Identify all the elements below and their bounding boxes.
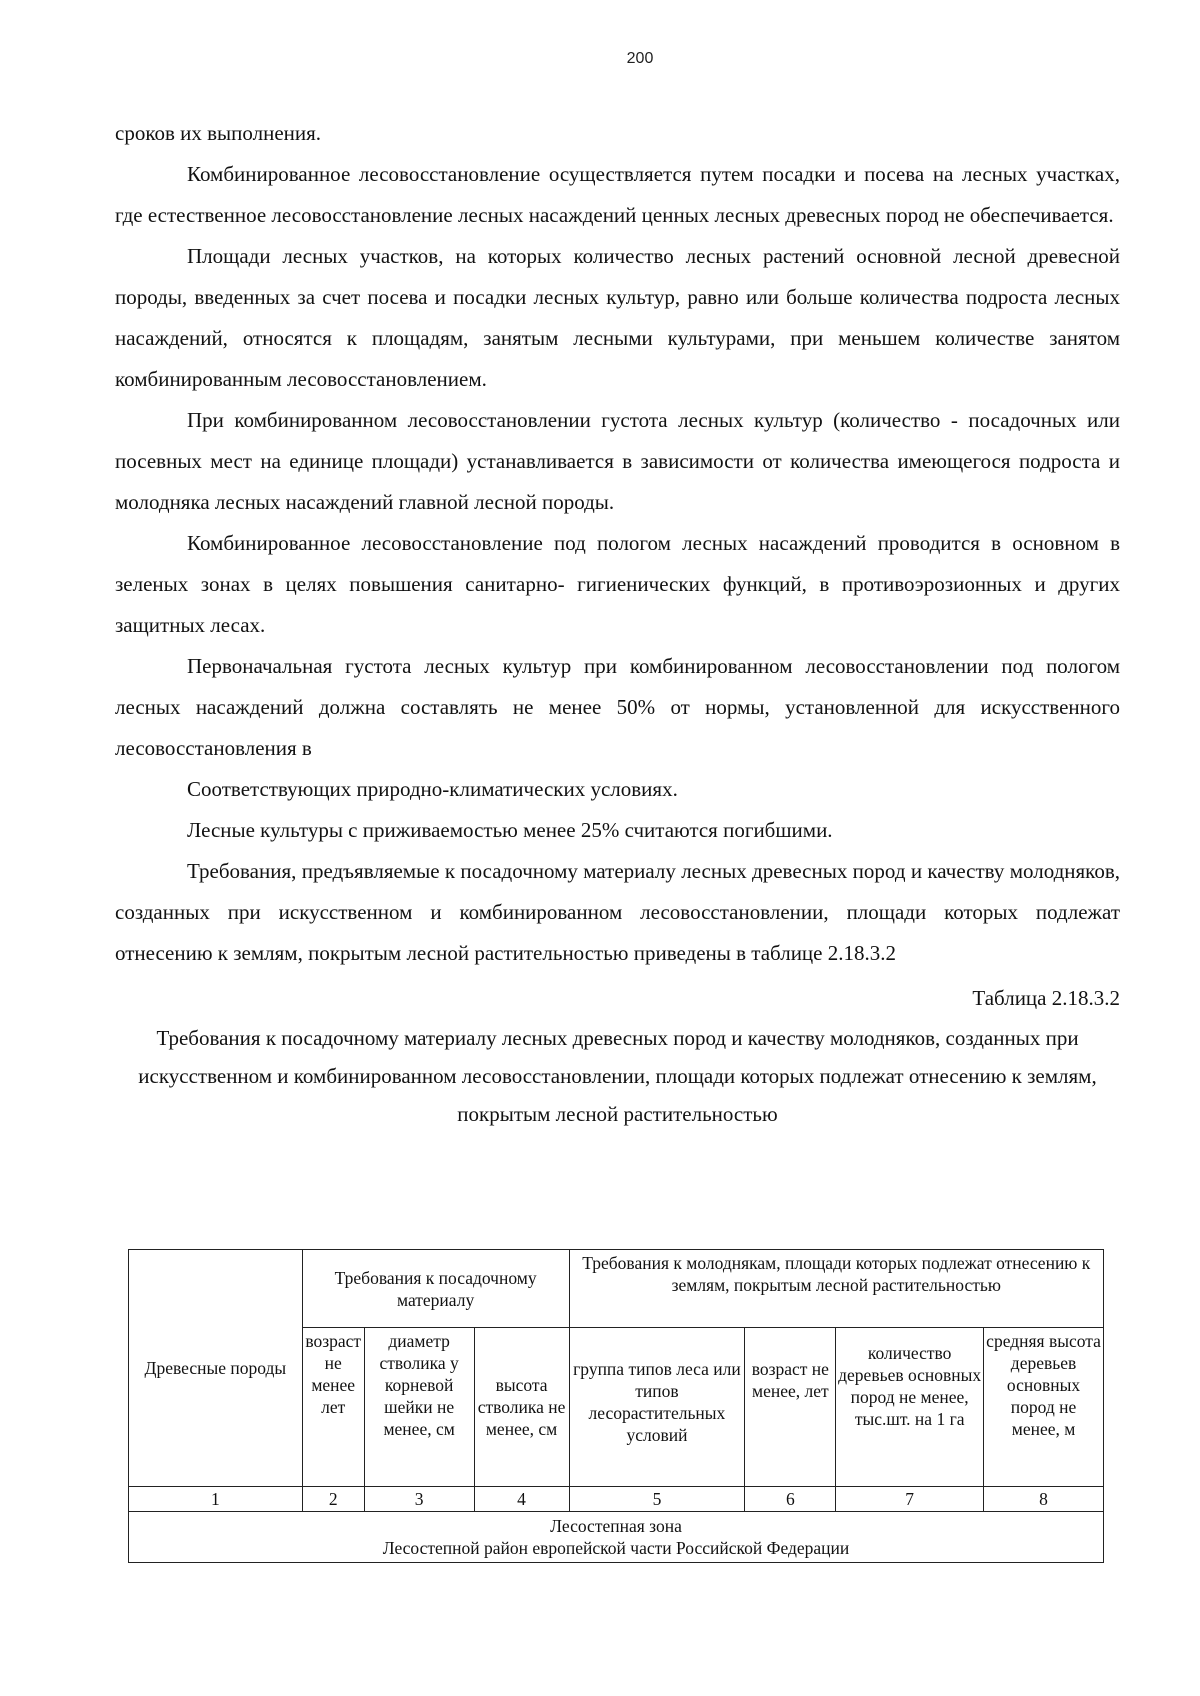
column-number: 8 [984,1487,1104,1512]
header-age: возраст не менее лет [302,1328,364,1487]
header-stem-diameter: диаметр стволика у корневой шейки не менее, см [364,1328,474,1487]
column-number: 4 [474,1487,569,1512]
paragraph: Первоначальная густота лесных культур при комбинированном лесовосстановлении под пологом лесных насаждений должна составлять не менее 50% от нормы, установленной для искусственного лесовосстановления в [115,654,1120,760]
header-planting-material: Требования к посадочному материалу [302,1250,569,1328]
paragraph: Площади лесных участков, на которых количество лесных растений основной лесной древесной породы, введенных за счет посева и посадки лесных культур, равно или больше количества подроста лесных насаждений, относятся к площадям, занятым лесными культурами, при меньшем количестве занятом комбинированным лесовосстановлением. [115,244,1120,391]
header-forest-type-group: группа типов леса или типов лесорастительных условий [569,1328,745,1487]
zone-subtitle: Лесостепной район европейской части Российской Федерации [382,1538,850,1558]
column-number: 5 [569,1487,745,1512]
paragraph: При комбинированном лесовосстановлении густота лесных культур (количество - посадочных или посевных мест на единице площади) устанавливается в зависимости от количества имеющегося подроста и молодняка лесных насаждений главной лесной породы. [115,408,1120,514]
column-number: 2 [302,1487,364,1512]
column-number: 7 [836,1487,984,1512]
header-young-stands: Требования к молоднякам, площади которых подлежат отнесению к землям, покрытым лесной растительностью [569,1250,1104,1328]
page-number: 200 [626,50,654,67]
table-title: Требования к посадочному материалу лесных древесных пород и качеству молодняков, созданных при искусственном и комбинированном лесовосстановлении, площади которых подлежат отнесению к землям, покрытым лесной растительностью [138,1026,1097,1126]
header-tree-count: количество деревьев основных пород не менее, тыс.шт. на 1 га [836,1328,984,1487]
zone-title: Лесостепная зона [550,1516,682,1536]
table-caption: Таблица 2.18.3.2 [972,986,1120,1010]
column-number: 3 [364,1487,474,1512]
paragraph: Комбинированное лесовосстановление осуществляется путем посадки и посева на лесных участках, где естественное лесовосстановление лесных насаждений ценных лесных древесных пород не обеспечивается. [115,162,1120,227]
column-number: 6 [745,1487,836,1512]
header-stem-height: высота стволика не менее, см [474,1328,569,1487]
paragraph: сроков их выполнения. [115,121,322,145]
paragraph: Требования, предъявляемые к посадочному материалу лесных древесных пород и качеству молодняков, созданных при искусственном и комбинированном лесовосстановлении, площади которых подлежат отнесению к землям, покрытым лесной растительностью приведены в таблице 2.18.3.2 [115,859,1120,965]
header-species: Древесные породы [129,1250,303,1487]
paragraph: Лесные культуры с приживаемостью менее 25% считаются погибшими. [187,818,833,842]
paragraph: Соответствующих природно-климатических условиях. [187,777,678,801]
paragraph: Комбинированное лесовосстановление под пологом лесных насаждений проводится в основном в зеленых зонах в целях повышения санитарно- гигиенических функций, в противоэрозионных и других защитных лесах. [115,531,1120,637]
requirements-table [128,1249,1104,1563]
header-avg-height: средняя высота деревьев основных пород не менее, м [984,1328,1104,1487]
header-young-age: возраст не менее, лет [745,1328,836,1487]
document-body [115,113,1120,1133]
column-number: 1 [129,1487,303,1512]
zone-row [129,1512,1104,1563]
